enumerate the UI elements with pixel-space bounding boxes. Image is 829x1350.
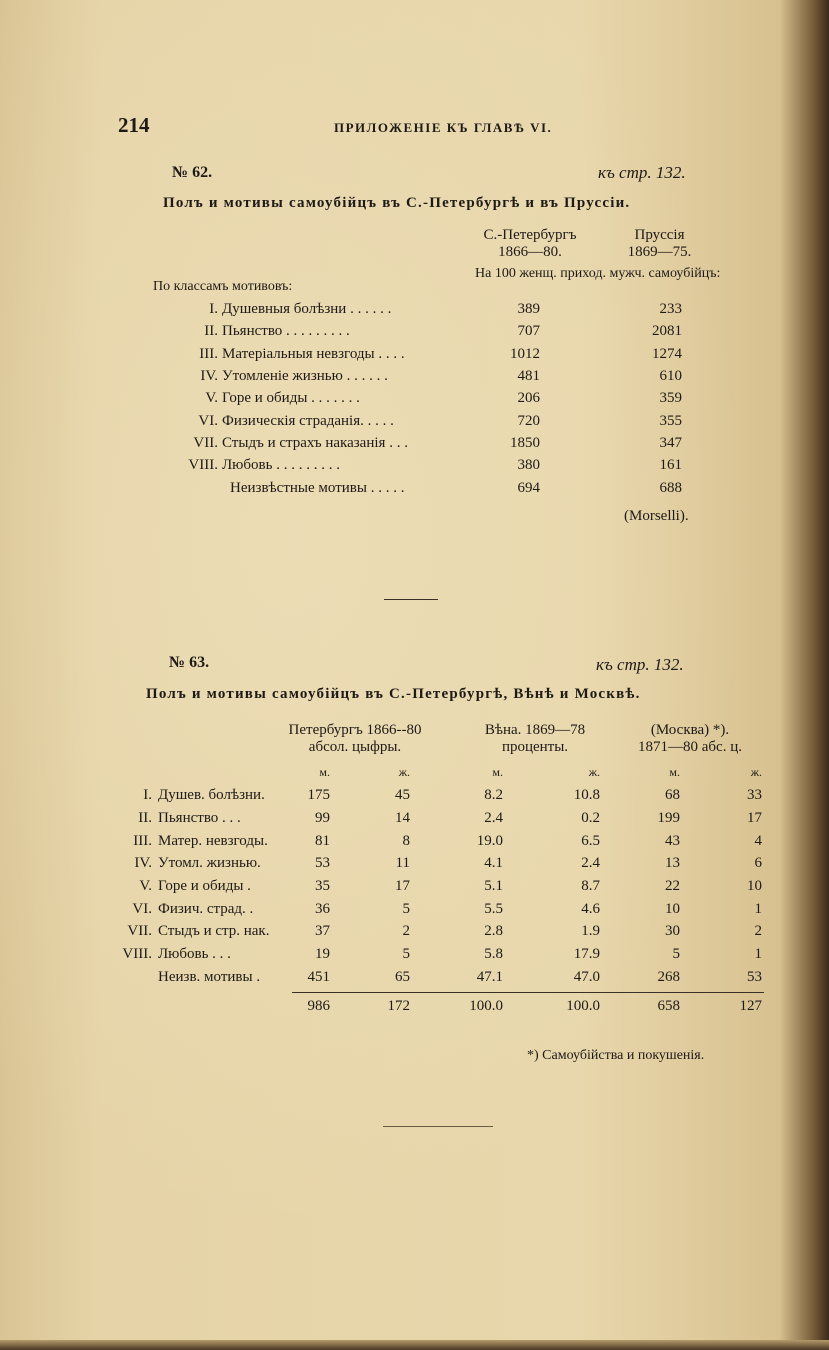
cell-prussia: 359 (659, 390, 682, 406)
row-label: Неизв. мотивы . (158, 969, 261, 985)
cell-vienna-f: 4.6 (581, 901, 600, 917)
col-vienna-city: Вѣна. 1869—78 (484, 722, 586, 738)
cell-spb-m: 81 (315, 833, 330, 849)
row-label: Пьянство . . . (158, 810, 241, 826)
cell-vienna-m: 5.8 (484, 946, 503, 962)
row-label: Неизвѣстные мотивы . . . . . (230, 480, 405, 496)
cell-prussia: 347 (659, 435, 682, 451)
row-label: Душевныя болѣзни . . . . . . (222, 301, 392, 317)
cell-moscow-f: 6 (754, 855, 762, 871)
cell-prussia: 233 (659, 301, 682, 317)
col-spb-years: 1866—80. (498, 244, 562, 260)
table62-page-ref: къ стр. 132. (598, 163, 686, 182)
sub-f: ж. (750, 765, 762, 779)
col-spb-city: С.-Петербургъ (483, 227, 577, 243)
row-numeral: VII. (127, 923, 152, 939)
row-label: Утомл. жизнью. (158, 855, 261, 871)
table63-page-ref: къ стр. 132. (596, 655, 684, 674)
cell-moscow-f: 4 (754, 833, 762, 849)
cell-spb-f: 2 (402, 923, 410, 939)
col-spb-sub: абсол. цыфры. (308, 739, 402, 755)
cell-prussia: 161 (659, 457, 682, 473)
cell-moscow-f: 1 (754, 901, 762, 917)
total-vienna-m: 100.0 (469, 998, 503, 1014)
cell-moscow-f: 53 (747, 969, 762, 985)
table63-col-spb-header (260, 722, 450, 756)
cell-moscow-m: 199 (657, 810, 680, 826)
row-numeral: V. (139, 878, 152, 894)
cell-spb-f: 5 (402, 946, 410, 962)
cell-spb: 206 (517, 390, 540, 406)
cell-vienna-m: 4.1 (484, 855, 503, 871)
table62-col-spb-header (470, 227, 590, 261)
row-numeral: III. (133, 833, 152, 849)
cell-vienna-m: 47.1 (476, 969, 503, 985)
cell-spb: 720 (517, 413, 540, 429)
cell-prussia: 1274 (652, 346, 682, 362)
cell-prussia: 2081 (652, 323, 682, 339)
sub-m: м. (669, 765, 680, 779)
cell-moscow-m: 43 (665, 833, 680, 849)
cell-spb-f: 5 (402, 901, 410, 917)
row-label: Горе и обиды . . . . . . . (222, 390, 360, 406)
total-moscow-f: 127 (739, 998, 762, 1014)
row-numeral: VIII. (122, 946, 152, 962)
cell-vienna-m: 5.1 (484, 878, 503, 894)
cell-spb-m: 37 (315, 923, 330, 939)
cell-moscow-f: 10 (747, 878, 762, 894)
cell-spb-m: 175 (307, 787, 330, 803)
row-numeral: III. (199, 346, 218, 362)
col-moscow-city: (Москва) *). (650, 722, 730, 738)
cell-spb-f: 45 (395, 787, 410, 803)
cell-vienna-f: 10.8 (573, 787, 600, 803)
cell-prussia: 355 (659, 413, 682, 429)
row-numeral: VI. (132, 901, 152, 917)
cell-spb: 380 (517, 457, 540, 473)
row-label: Физическія страданія. . . . . (222, 413, 394, 429)
cell-prussia: 688 (659, 480, 682, 496)
row-label: Физич. страд. . (158, 901, 254, 917)
row-numeral: I. (143, 787, 152, 803)
row-numeral: IV. (200, 368, 218, 384)
cell-moscow-m: 68 (665, 787, 680, 803)
sub-m: м. (319, 765, 330, 779)
table62-number: № 62. (172, 164, 213, 181)
cell-vienna-m: 19.0 (476, 833, 503, 849)
cell-spb-m: 35 (315, 878, 330, 894)
cell-spb-m: 53 (315, 855, 330, 871)
cell-moscow-m: 5 (672, 946, 680, 962)
cell-spb-f: 17 (395, 878, 410, 894)
cell-moscow-f: 2 (754, 923, 762, 939)
cell-moscow-m: 10 (665, 901, 680, 917)
row-label: Пьянство . . . . . . . . . (222, 323, 350, 339)
row-label: Стыдъ и страхъ наказанія . . . (222, 435, 408, 451)
totals-rule (292, 992, 764, 993)
row-label: Любовь . . . (158, 946, 231, 962)
section-divider (384, 599, 438, 600)
cell-vienna-f: 17.9 (573, 946, 600, 962)
table63-title: Полъ и мотивы самоубійцъ въ С.-Петербургѣ, Вѣнѣ и Москвѣ. (146, 686, 641, 702)
cell-spb-m: 99 (315, 810, 330, 826)
cell-vienna-m: 2.4 (484, 810, 503, 826)
row-label: Душев. болѣзни. (158, 787, 265, 803)
sub-m: м. (492, 765, 503, 779)
sub-f: ж. (588, 765, 600, 779)
row-numeral: I. (209, 301, 218, 317)
row-label: Утомленіе жизнью . . . . . . (222, 368, 388, 384)
row-numeral: VII. (193, 435, 218, 451)
cell-vienna-f: 2.4 (581, 855, 600, 871)
running-head: ПРИЛОЖЕНІЕ КЪ ГЛАВѢ VI. (334, 120, 553, 135)
table63-number: № 63. (169, 654, 210, 671)
total-spb-f: 172 (387, 998, 410, 1014)
cell-vienna-m: 8.2 (484, 787, 503, 803)
cell-spb-m: 36 (315, 901, 330, 917)
cell-spb: 481 (517, 368, 540, 384)
cell-moscow-m: 30 (665, 923, 680, 939)
row-label: Любовь . . . . . . . . . (222, 457, 340, 473)
table62-group-label: По классамъ мотивовъ: (153, 279, 293, 294)
table62-title: Полъ и мотивы самоубійцъ въ С.-Петербургѣ и въ Пруссіи. (163, 195, 631, 211)
table62-source: (Morselli). (624, 508, 689, 524)
cell-prussia: 610 (659, 368, 682, 384)
cell-spb-f: 8 (402, 833, 410, 849)
col-prussia-years: 1869—75. (627, 244, 692, 260)
cell-vienna-f: 47.0 (573, 969, 600, 985)
cell-vienna-m: 2.8 (484, 923, 503, 939)
cell-vienna-m: 5.5 (484, 901, 503, 917)
total-moscow-m: 658 (657, 998, 680, 1014)
col-spb-city: Петербургъ 1866--80 (288, 722, 422, 738)
cell-spb-f: 14 (395, 810, 410, 826)
table62-subheader: На 100 женщ. приход. мужч. самоубійцъ: (475, 266, 721, 281)
cell-moscow-f: 17 (747, 810, 762, 826)
total-vienna-f: 100.0 (566, 998, 600, 1014)
row-numeral: II. (204, 323, 218, 339)
col-prussia-name: Пруссія (634, 227, 685, 243)
cell-moscow-f: 33 (747, 787, 762, 803)
row-numeral: II. (138, 810, 152, 826)
table63-col-vienna-header (455, 722, 615, 756)
row-label: Стыдъ и стр. нак. (158, 923, 270, 939)
sub-f: ж. (398, 765, 410, 779)
table63-footnote: *) Самоубійства и покушенія. (527, 1048, 705, 1063)
cell-spb: 389 (517, 301, 540, 317)
row-numeral: VIII. (188, 457, 218, 473)
cell-spb-f: 11 (395, 855, 410, 871)
table62-col-prussia-header (612, 227, 707, 261)
total-spb-m: 986 (307, 998, 330, 1014)
cell-moscow-f: 1 (754, 946, 762, 962)
cell-vienna-f: 1.9 (581, 923, 600, 939)
cell-spb: 1012 (510, 346, 540, 362)
cell-moscow-m: 22 (665, 878, 680, 894)
cell-moscow-m: 268 (657, 969, 680, 985)
col-vienna-sub: проценты. (501, 739, 569, 755)
cell-vienna-f: 6.5 (581, 833, 600, 849)
cell-spb: 1850 (510, 435, 540, 451)
cell-spb-f: 65 (395, 969, 410, 985)
row-label: Матеріальныя невзгоды . . . . (222, 346, 405, 362)
cell-spb-m: 19 (315, 946, 330, 962)
row-numeral: IV. (134, 855, 152, 871)
row-numeral: VI. (198, 413, 218, 429)
page-bottom-edge (0, 1340, 829, 1350)
cell-spb: 707 (517, 323, 540, 339)
row-numeral: V. (205, 390, 218, 406)
row-label: Матер. невзгоды. (158, 833, 268, 849)
cell-moscow-m: 13 (665, 855, 680, 871)
row-label: Горе и обиды . (158, 878, 251, 894)
cell-spb-m: 451 (307, 969, 330, 985)
cell-vienna-f: 8.7 (581, 878, 600, 894)
page-number: 214 (118, 113, 150, 137)
table63-col-moscow-header (615, 722, 765, 756)
col-moscow-sub: 1871—80 абс. ц. (638, 739, 742, 755)
cell-spb: 694 (517, 480, 540, 496)
closing-divider (383, 1126, 493, 1127)
cell-vienna-f: 0.2 (581, 810, 600, 826)
